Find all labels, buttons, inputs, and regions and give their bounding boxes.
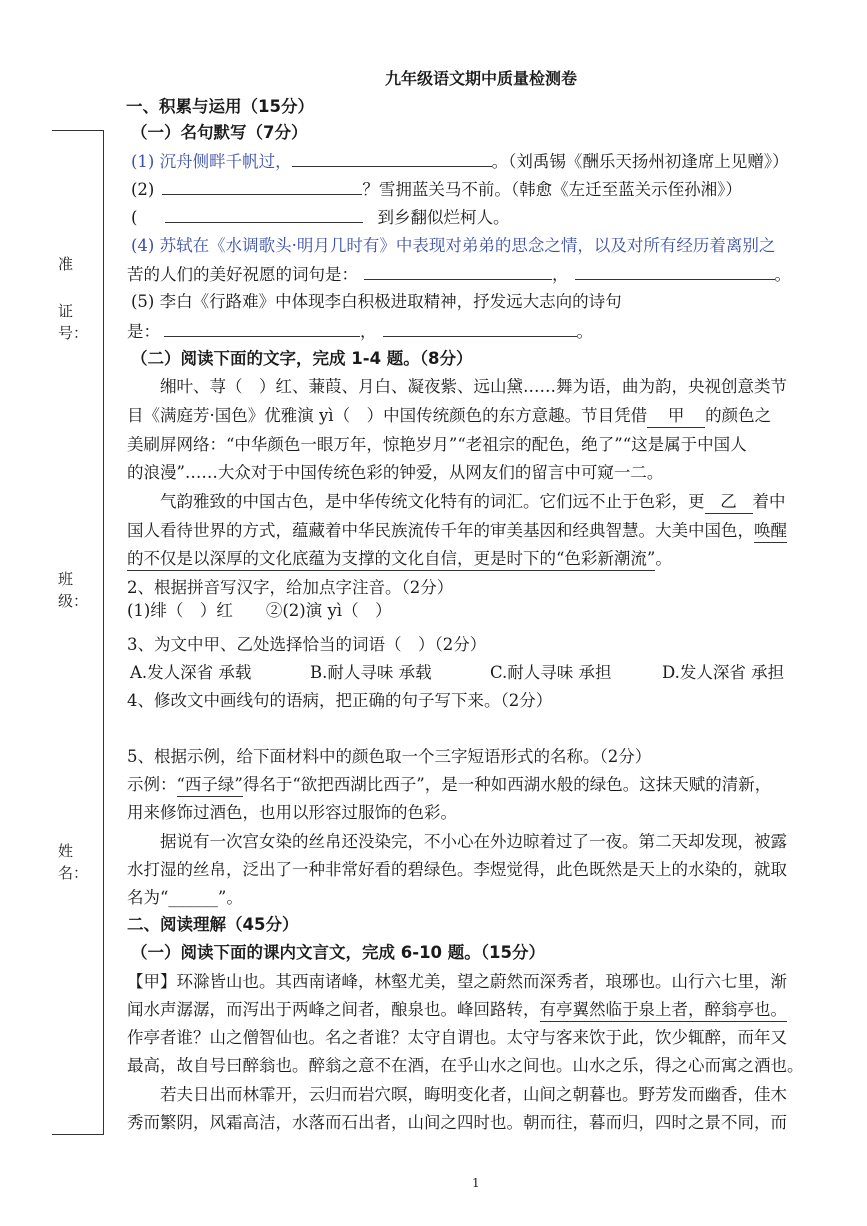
answer-blank[interactable] (292, 150, 492, 167)
subsection-heading: （一）名句默写（7分） (131, 123, 308, 142)
classical-text-line (127, 999, 787, 1022)
example-line (127, 774, 771, 797)
blank-yi: 乙 (705, 491, 753, 514)
passage-line: 的浪漫”……大众对于中国传统色彩的钟爱，从网友们的留言中可窥一二。 (127, 463, 664, 482)
side-label-zheng: 证 (58, 302, 74, 320)
question-text: ( (131, 208, 138, 227)
classical-text-line: 秀而繁阴，风霜高洁，水落而石出者，山间之四时也。朝而往，暮而归，四时之景不同，而 (127, 1113, 787, 1132)
question-line (131, 206, 509, 229)
passage-text: 国人看待世界的方式，蕴藏着中华民族流传千年的审美基因和经典智慧。大美中国色， (127, 521, 754, 540)
side-label-hao: 号： (58, 324, 89, 342)
passage-line (160, 491, 786, 514)
answer-blank[interactable] (364, 263, 552, 280)
example-text: 得名于“欲把西湖比西子”，是一种如西湖水般的绿色。这抹天赋的清新， (242, 775, 772, 794)
question-text: 是： (127, 322, 160, 341)
question-text: (1) 沉舟侧畔千帆过， (131, 152, 292, 171)
passage-line (127, 548, 672, 571)
example-term: “西子绿” (177, 774, 243, 797)
classical-text-line: 作亭者谁？山之僧智仙也。名之者谁？太守自谓也。太守与客来饮于此，饮少辄醉，而年又 (127, 1028, 787, 1047)
question-text: 苦的人们的美好祝愿的词句是： (127, 265, 358, 284)
question-text: 3、为文中甲、乙处选择恰当的词语（ ）（2分） (127, 635, 487, 654)
passage-line (127, 405, 771, 428)
question-text: 。（刘禹锡《酬乐天扬州初逢席上见赠》） (491, 152, 789, 171)
classical-text-line: 最高，故自号曰醉翁也。醉翁之意不在酒，在乎山水之间也。山水之乐，得之心而寓之酒也。 (127, 1056, 804, 1075)
question-text: (5) 李白《行路难》中体现李白积极进取精神，抒发远大志向的诗句 (131, 292, 622, 311)
question-text: 5、根据示例，给下面材料中的颜色取一个三字短语形式的名称。（2分） (127, 747, 652, 766)
option-c[interactable]: C.耐人寻味 承担 (490, 663, 612, 682)
subsection-heading: （二）阅读下面的文字，完成 1-4 题。（8分） (131, 349, 473, 368)
passage-text: 着中 (752, 492, 786, 511)
side-label-xing: 姓 (58, 842, 74, 860)
classical-text-line: 若夫日出而林霏开，云归而岩穴暝，晦明变化者，山间之朝暮也。野芳发而幽香，佳木 (160, 1085, 787, 1104)
answer-blank[interactable] (162, 178, 362, 195)
underlined-sentence: 的不仅是以深厚的文化底蕴为支撑的文化自信，更是时下的“色彩新潮流” (127, 548, 655, 571)
side-label-zhun: 准 (58, 255, 74, 273)
passage-line: 缃叶、荨（ ）红、蒹葭、月白、凝夜紫、远山黛……舞为语，曲为韵，央视创意类节 (160, 377, 787, 396)
passage-text: 。 (655, 549, 672, 568)
side-label-ji: 级： (58, 592, 89, 610)
page-number: 1 (472, 1176, 480, 1190)
question-options: (1)绯（ ）红 ②(2)演 yì（ ） (127, 601, 392, 620)
section-heading: 二、阅读理解（45分） (127, 915, 299, 934)
question-line (131, 178, 742, 201)
underlined-sentence: 有亭翼然临于泉上者，醉翁亭也。 (540, 999, 788, 1022)
question-line (127, 320, 593, 343)
question-line (131, 150, 789, 173)
question-text: 。 (576, 322, 593, 341)
answer-blank[interactable] (383, 320, 577, 337)
passage-line: 水打湿的丝帛，泛出了一种非常好看的碧绿色。李煜觉得，此色既然是天上的水染的，就取 (127, 860, 787, 879)
question-text: 。 (774, 265, 791, 284)
question-text: ， (360, 322, 377, 341)
answer-blank[interactable] (164, 320, 360, 337)
binding-margin-bracket (52, 130, 104, 1135)
underlined-sentence: 唤醒 (754, 520, 787, 543)
page-title: 九年级语文期中质量检测卷 (385, 69, 578, 88)
passage-line: 据说有一次宫女染的丝帛还没染完，不小心在外边晾着过了一夜。第二天却发现，被露 (160, 832, 787, 851)
option-b[interactable]: B.耐人寻味 承载 (310, 663, 432, 682)
side-label-ban: 班 (58, 570, 74, 588)
example-line: 用来修饰过酒色，也用以形容过服饰的色彩。 (127, 803, 457, 822)
subsection-heading: （一）阅读下面的课内文言文，完成 6-10 题。（15分） (131, 943, 545, 962)
question-line (127, 263, 791, 286)
section-heading: 一、积累与运用（15分） (126, 97, 314, 116)
passage-line: 美刷屏网络：“中华颜色一眼万年，惊艳岁月”“老祖宗的配色，绝了”“这是属于中国人 (127, 435, 747, 454)
blank-jia: 甲 (647, 405, 705, 428)
side-label-ming: 名： (58, 864, 89, 882)
passage-text: 气韵雅致的中国古色，是中华传统文化特有的词汇。它们远不止于色彩，更 (160, 492, 705, 511)
question-text: ， (552, 265, 569, 284)
option-d[interactable]: D.发人深省 承担 (662, 663, 785, 682)
example-label: 示例： (127, 775, 177, 794)
passage-text: 的颜色之 (705, 406, 772, 425)
question-text: ？雪拥蓝关马不前。（韩愈《左迁至蓝关示侄孙湘》） (362, 180, 742, 199)
passage-line: 名为“______”。 (127, 888, 243, 907)
classical-text-line: 【甲】环滁皆山也。其西南诸峰，林壑尤美，望之蔚然而深秀者，琅琊也。山行六七里，渐 (127, 972, 787, 991)
answer-blank[interactable] (165, 206, 363, 223)
question-text: (2) (131, 180, 155, 199)
classical-text: 闻水声潺潺，而泻出于两峰之间者，酿泉也。峰回路转， (127, 1000, 540, 1019)
passage-text: 目《满庭芳·国色》优雅演 yì（ ）中国传统颜色的东方意趣。节目凭借 (127, 406, 648, 425)
passage-line (127, 520, 787, 543)
question-text: 2、根据拼音写汉字，给加点字注音。（2分） (127, 578, 454, 597)
question-text: 到乡翻似烂柯人。 (377, 208, 510, 227)
answer-blank[interactable] (575, 263, 775, 280)
question-text: 4、修改文中画线句的语病，把正确的句子写下来。（2分） (127, 691, 553, 710)
option-a[interactable]: A.发人深省 承载 (130, 663, 252, 682)
question-text: (4) 苏轼在《水调歌头·明月几时有》中表现对弟弟的思念之情，以及对所有经历着离别之 (131, 236, 776, 255)
